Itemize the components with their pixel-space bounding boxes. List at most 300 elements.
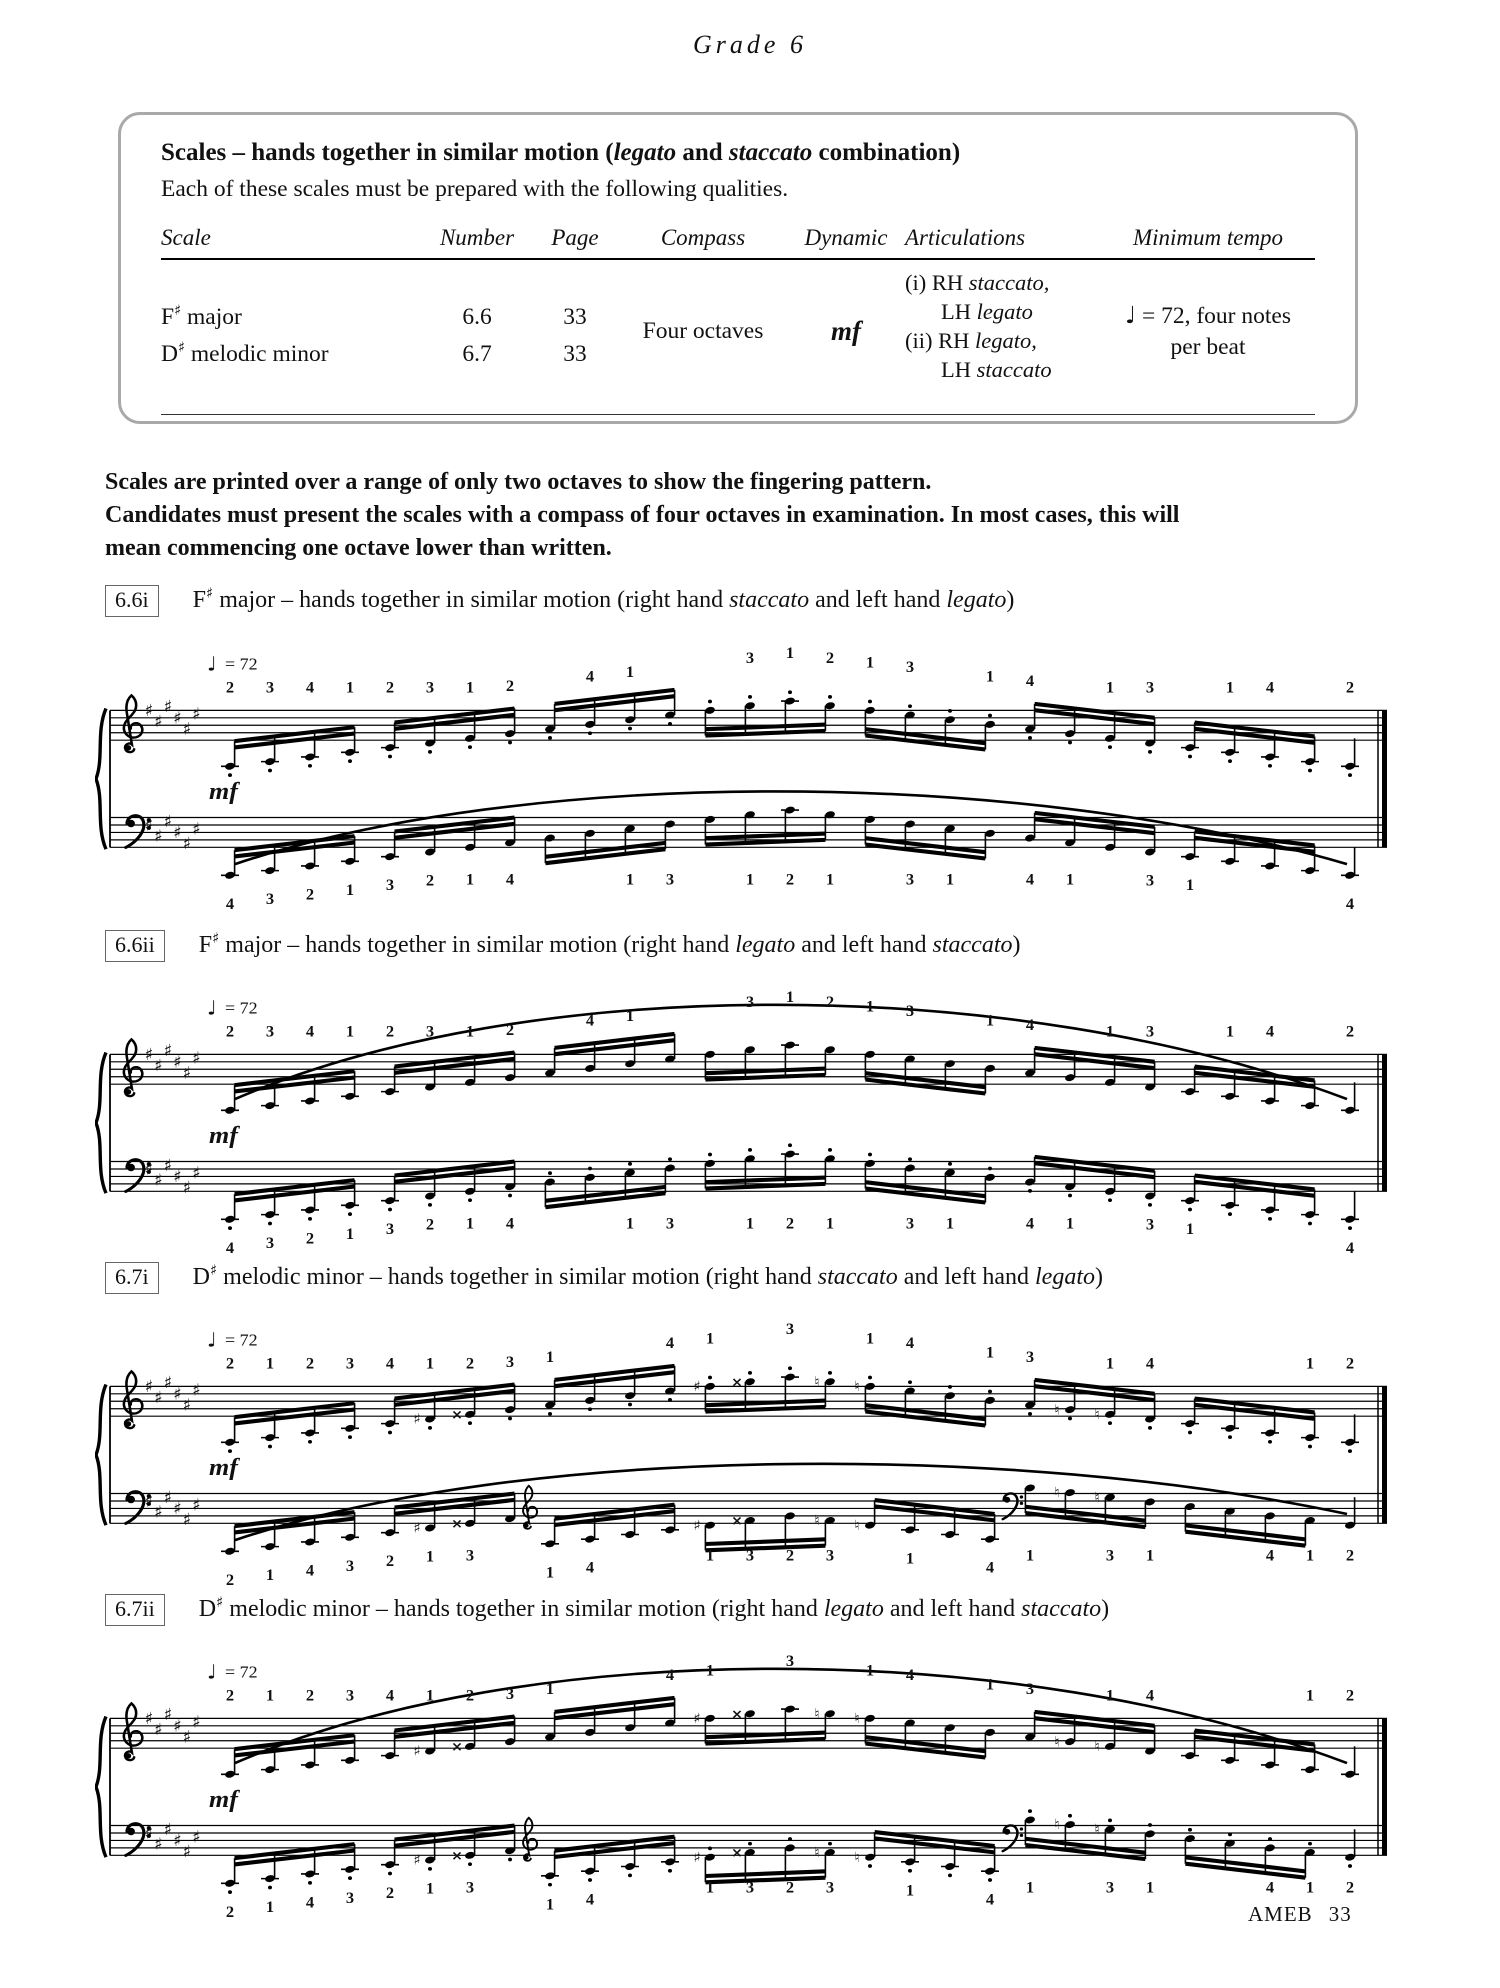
svg-text:3: 3 xyxy=(1145,872,1155,890)
svg-text:4: 4 xyxy=(665,1335,675,1353)
svg-text:1: 1 xyxy=(465,1024,475,1041)
svg-text:1: 1 xyxy=(825,872,835,889)
scale-name: D♯ melodic minor xyxy=(161,339,329,367)
svg-text:♯: ♯ xyxy=(144,1160,154,1180)
svg-text:2: 2 xyxy=(505,1022,515,1039)
svg-text:3: 3 xyxy=(1145,1024,1155,1041)
minimum-tempo-line2: per beat xyxy=(1170,334,1246,360)
svg-text:mf: mf xyxy=(209,1786,238,1813)
svg-text:3: 3 xyxy=(1025,1681,1035,1699)
svg-text:♮: ♮ xyxy=(854,1711,860,1727)
svg-text:♮: ♮ xyxy=(814,1374,820,1391)
svg-text:1: 1 xyxy=(1065,1216,1075,1233)
svg-text:4: 4 xyxy=(225,1240,235,1257)
svg-text:4: 4 xyxy=(385,1688,395,1705)
svg-text:1: 1 xyxy=(745,1216,755,1233)
svg-text:♯: ♯ xyxy=(163,1373,173,1394)
svg-text:1: 1 xyxy=(545,1564,555,1582)
svg-text:1: 1 xyxy=(905,1882,915,1900)
svg-text:♯: ♯ xyxy=(154,712,163,732)
publisher: AMEB xyxy=(1248,1902,1313,1926)
svg-text:♮: ♮ xyxy=(854,1379,860,1395)
svg-text:3: 3 xyxy=(905,1216,915,1233)
svg-text:2: 2 xyxy=(385,1024,395,1041)
svg-text:♯: ♯ xyxy=(192,1049,201,1069)
section-header-6.7ii xyxy=(105,1594,1109,1626)
col-header-number: Number xyxy=(439,225,515,250)
svg-text:♯: ♯ xyxy=(173,1499,182,1519)
svg-text:3: 3 xyxy=(1145,680,1155,697)
svg-text:2: 2 xyxy=(385,1553,395,1571)
svg-text:4: 4 xyxy=(985,1560,995,1577)
svg-text:3: 3 xyxy=(665,872,675,889)
svg-text:1: 1 xyxy=(1225,1024,1235,1041)
scale-names xyxy=(161,266,423,396)
svg-text:4: 4 xyxy=(585,1892,595,1909)
svg-text:2: 2 xyxy=(1345,1024,1355,1041)
svg-text:1: 1 xyxy=(1305,1356,1315,1373)
svg-text:4: 4 xyxy=(225,896,235,913)
svg-text:2: 2 xyxy=(425,1216,435,1234)
svg-text:3: 3 xyxy=(385,877,395,895)
svg-text:♯: ♯ xyxy=(182,1178,192,1199)
svg-text:2: 2 xyxy=(225,680,235,697)
svg-text:♯: ♯ xyxy=(163,1705,173,1726)
requirements-box xyxy=(118,112,1358,424)
section-header-6.6i xyxy=(105,585,1014,617)
svg-text:1: 1 xyxy=(865,1662,875,1680)
notice-text xyxy=(105,466,1405,565)
svg-text:♯: ♯ xyxy=(144,1824,154,1844)
svg-text:♯: ♯ xyxy=(182,1064,192,1084)
svg-text:3: 3 xyxy=(265,1024,275,1041)
table-body xyxy=(161,260,1315,414)
svg-text:3: 3 xyxy=(1105,1880,1115,1897)
svg-text:♯: ♯ xyxy=(144,1709,154,1729)
svg-text:3: 3 xyxy=(385,1221,395,1239)
svg-text:= 72: = 72 xyxy=(224,654,258,674)
svg-text:♮: ♮ xyxy=(1094,1739,1100,1755)
col-header-page: Page xyxy=(551,225,599,250)
svg-text:4: 4 xyxy=(1265,1548,1275,1565)
svg-text:3: 3 xyxy=(345,1688,355,1705)
svg-text:1: 1 xyxy=(545,1681,555,1699)
svg-text:1: 1 xyxy=(905,1550,915,1568)
svg-text:3: 3 xyxy=(505,1354,515,1371)
svg-text:1: 1 xyxy=(1105,680,1115,697)
svg-text:♯: ♯ xyxy=(144,816,154,836)
svg-text:♮: ♮ xyxy=(854,1850,860,1866)
svg-text:1: 1 xyxy=(785,989,795,1007)
svg-text:♯: ♯ xyxy=(144,1492,154,1512)
svg-text:1: 1 xyxy=(985,1344,995,1362)
svg-text:3: 3 xyxy=(745,994,755,1011)
articulations-cell: (i) RH staccato, LH legato (ii) RH legato, LH staccato xyxy=(905,270,1052,382)
svg-text:1: 1 xyxy=(345,882,355,899)
svg-text:2: 2 xyxy=(1345,1688,1355,1705)
svg-text:♯: ♯ xyxy=(192,1827,201,1848)
svg-text:1: 1 xyxy=(345,1024,355,1041)
svg-text:1: 1 xyxy=(265,1899,275,1917)
svg-text:1: 1 xyxy=(1305,1880,1315,1897)
svg-text:♯: ♯ xyxy=(182,834,192,855)
svg-text:♯: ♯ xyxy=(154,1388,163,1408)
svg-text:3: 3 xyxy=(905,659,915,677)
svg-text:♯: ♯ xyxy=(182,1728,192,1748)
scale-pages xyxy=(531,266,619,396)
svg-text:♯: ♯ xyxy=(173,823,182,843)
svg-text:1: 1 xyxy=(985,1676,995,1694)
svg-text:2: 2 xyxy=(785,1216,795,1233)
col-header-articulations: Articulations xyxy=(905,225,1026,250)
notice-line: Scales are printed over a range of only two octaves to show the fingering pattern. xyxy=(105,469,932,495)
svg-text:2: 2 xyxy=(465,1356,475,1373)
svg-text:♯: ♯ xyxy=(413,1744,421,1760)
svg-text:1: 1 xyxy=(465,680,475,697)
svg-text:3: 3 xyxy=(1145,1216,1155,1234)
svg-text:= 72: = 72 xyxy=(224,998,258,1018)
svg-text:1: 1 xyxy=(825,1216,835,1233)
svg-text:3: 3 xyxy=(265,1235,275,1253)
scale-number: 6.6 xyxy=(462,304,492,330)
svg-text:3: 3 xyxy=(425,1024,435,1041)
svg-text:4: 4 xyxy=(1145,1356,1155,1373)
svg-text:1: 1 xyxy=(705,1548,715,1565)
svg-text:3: 3 xyxy=(825,1880,835,1897)
svg-text:♩: ♩ xyxy=(207,1659,217,1684)
section-label: 6.7ii xyxy=(105,1594,165,1626)
svg-text:4: 4 xyxy=(905,1667,915,1685)
svg-text:2: 2 xyxy=(1345,1356,1355,1373)
svg-text:1: 1 xyxy=(1145,1880,1155,1897)
svg-text:♯: ♯ xyxy=(154,1835,163,1855)
svg-text:1: 1 xyxy=(625,1008,635,1025)
section-header-6.7i xyxy=(105,1262,1103,1294)
svg-text:1: 1 xyxy=(865,654,875,672)
svg-text:2: 2 xyxy=(385,1885,395,1903)
svg-text:1: 1 xyxy=(865,998,875,1016)
svg-text:4: 4 xyxy=(1145,1688,1155,1705)
svg-text:♯: ♯ xyxy=(693,1711,701,1727)
svg-text:♯: ♯ xyxy=(173,1052,182,1073)
svg-text:♯: ♯ xyxy=(163,1488,173,1508)
svg-text:♯: ♯ xyxy=(173,1167,182,1187)
compass-cell: Four octaves xyxy=(642,317,764,344)
svg-text:♯: ♯ xyxy=(413,1521,421,1537)
svg-text:4: 4 xyxy=(905,1335,915,1353)
svg-text:4: 4 xyxy=(1025,673,1035,691)
svg-text:1: 1 xyxy=(1025,1880,1035,1897)
svg-text:♯: ♯ xyxy=(154,827,163,847)
svg-text:♯: ♯ xyxy=(173,1716,182,1737)
svg-text:3: 3 xyxy=(665,1216,675,1233)
svg-text:1: 1 xyxy=(265,1356,275,1373)
svg-text:1: 1 xyxy=(1025,1548,1035,1565)
svg-text:♯: ♯ xyxy=(144,701,154,721)
svg-text:×: × xyxy=(731,1706,743,1723)
svg-text:3: 3 xyxy=(1025,1349,1035,1367)
svg-text:♯: ♯ xyxy=(182,1396,192,1416)
svg-text:1: 1 xyxy=(465,1216,475,1233)
svg-text:4: 4 xyxy=(1025,1216,1035,1233)
svg-text:2: 2 xyxy=(505,678,515,695)
svg-text:1: 1 xyxy=(1185,1221,1195,1239)
svg-text:3: 3 xyxy=(905,1003,915,1021)
svg-text:1: 1 xyxy=(425,1688,435,1705)
svg-text:1: 1 xyxy=(1105,1356,1115,1373)
svg-text:mf: mf xyxy=(209,1122,238,1149)
section-label: 6.6i xyxy=(105,585,159,617)
score-system-6.7ii xyxy=(95,1628,1405,1928)
svg-text:♯: ♯ xyxy=(182,720,192,740)
svg-text:♮: ♮ xyxy=(1054,1734,1060,1751)
svg-text:4: 4 xyxy=(985,1892,995,1909)
svg-text:×: × xyxy=(451,1739,463,1755)
scale-name: F♯ major xyxy=(161,302,242,330)
section-label: 6.7i xyxy=(105,1262,159,1294)
svg-text:♮: ♮ xyxy=(854,1518,860,1534)
svg-text:2: 2 xyxy=(825,994,835,1011)
svg-text:1: 1 xyxy=(1305,1548,1315,1565)
svg-text:1: 1 xyxy=(865,1330,875,1348)
svg-text:4: 4 xyxy=(585,668,595,686)
svg-text:1: 1 xyxy=(625,664,635,681)
svg-text:2: 2 xyxy=(1345,680,1355,697)
section-title: D♯ melodic minor – hands together in similar motion (right hand legato and left hand staccato) xyxy=(198,1593,1110,1622)
svg-text:2: 2 xyxy=(305,886,315,904)
svg-text:♯: ♯ xyxy=(192,1713,201,1733)
svg-text:1: 1 xyxy=(705,1662,715,1680)
col-header-scale: Scale xyxy=(161,225,211,250)
svg-text:♯: ♯ xyxy=(192,705,201,725)
section-title: D♯ melodic minor – hands together in similar motion (right hand staccato and left hand legato) xyxy=(192,1261,1104,1290)
svg-text:1: 1 xyxy=(625,1216,635,1233)
requirements-table xyxy=(161,225,1315,415)
minimum-tempo-line1: ♩ = 72, four notes xyxy=(1125,301,1291,329)
svg-text:1: 1 xyxy=(265,1688,275,1705)
svg-text:3: 3 xyxy=(345,1356,355,1373)
table-header-row xyxy=(161,225,1315,260)
svg-text:2: 2 xyxy=(425,872,435,890)
svg-text:1: 1 xyxy=(1105,1688,1115,1705)
quarter-note-icon: ♩ xyxy=(1125,301,1137,329)
svg-text:4: 4 xyxy=(1345,896,1355,913)
svg-text:4: 4 xyxy=(1265,1880,1275,1897)
svg-text:1: 1 xyxy=(345,1226,355,1243)
svg-text:♯: ♯ xyxy=(163,1820,173,1840)
svg-text:♯: ♯ xyxy=(154,1720,163,1740)
svg-text:2: 2 xyxy=(385,680,395,697)
svg-text:3: 3 xyxy=(745,1880,755,1897)
svg-text:♮: ♮ xyxy=(1054,1817,1060,1834)
scale-page: 33 xyxy=(563,304,587,330)
svg-text:2: 2 xyxy=(225,1904,235,1921)
svg-text:♮: ♮ xyxy=(1094,1490,1100,1506)
svg-text:♮: ♮ xyxy=(814,1706,820,1723)
svg-text:×: × xyxy=(451,1848,463,1864)
svg-text:♯: ♯ xyxy=(192,1381,201,1401)
svg-text:3: 3 xyxy=(425,680,435,697)
score-system-6.7i xyxy=(95,1296,1405,1596)
svg-text:♮: ♮ xyxy=(1054,1402,1060,1419)
notice-line: Candidates must present the scales with a compass of four octaves in examination. In most cases, this will xyxy=(105,502,1180,528)
svg-text:3: 3 xyxy=(345,1558,355,1575)
svg-text:♮: ♮ xyxy=(814,1845,820,1862)
svg-text:3: 3 xyxy=(905,872,915,889)
svg-text:♯: ♯ xyxy=(163,1041,173,1062)
svg-text:2: 2 xyxy=(785,1548,795,1565)
svg-text:♯: ♯ xyxy=(413,1853,421,1869)
svg-text:4: 4 xyxy=(505,872,515,889)
svg-text:2: 2 xyxy=(225,1572,235,1589)
box-subtitle: Each of these scales must be prepared with the following qualities. xyxy=(161,176,789,202)
svg-text:1: 1 xyxy=(945,872,955,889)
svg-text:1: 1 xyxy=(545,1349,555,1367)
svg-text:1: 1 xyxy=(625,872,635,889)
svg-text:♯: ♯ xyxy=(693,1518,701,1534)
svg-text:4: 4 xyxy=(1345,1240,1355,1257)
svg-text:♮: ♮ xyxy=(1094,1822,1100,1838)
svg-text:4: 4 xyxy=(305,1024,315,1041)
svg-text:1: 1 xyxy=(785,645,795,663)
svg-text:2: 2 xyxy=(305,1356,315,1373)
svg-text:4: 4 xyxy=(585,1560,595,1577)
svg-text:4: 4 xyxy=(305,1894,315,1912)
svg-text:×: × xyxy=(731,1513,743,1530)
svg-text:= 72: = 72 xyxy=(224,1330,258,1350)
svg-text:1: 1 xyxy=(745,872,755,889)
page-title: Grade 6 xyxy=(693,30,807,59)
svg-text:♮: ♮ xyxy=(814,1513,820,1530)
svg-text:3: 3 xyxy=(1105,1548,1115,1565)
svg-text:3: 3 xyxy=(785,1321,795,1339)
svg-text:1: 1 xyxy=(425,1880,435,1898)
svg-text:1: 1 xyxy=(945,1216,955,1233)
svg-text:1: 1 xyxy=(1225,680,1235,697)
svg-text:♯: ♯ xyxy=(693,1379,701,1395)
svg-text:3: 3 xyxy=(825,1548,835,1565)
svg-text:1: 1 xyxy=(425,1356,435,1373)
svg-text:×: × xyxy=(731,1374,743,1391)
minimum-tempo-cell xyxy=(1101,266,1315,396)
svg-text:3: 3 xyxy=(465,1880,475,1897)
svg-text:♯: ♯ xyxy=(182,1510,192,1531)
svg-text:3: 3 xyxy=(265,680,275,697)
svg-text:♯: ♯ xyxy=(154,1171,163,1191)
svg-text:×: × xyxy=(731,1845,743,1862)
col-header-dynamic: Dynamic xyxy=(804,225,888,250)
col-header-minimum-tempo: Minimum tempo xyxy=(1132,225,1284,250)
svg-text:♮: ♮ xyxy=(1094,1407,1100,1423)
svg-text:1: 1 xyxy=(985,668,995,686)
svg-text:4: 4 xyxy=(385,1356,395,1373)
svg-text:4: 4 xyxy=(585,1012,595,1030)
svg-text:♮: ♮ xyxy=(1054,1485,1060,1502)
section-header-6.6ii xyxy=(105,930,1020,962)
box-title: Scales – hands together in similar motion (legato and staccato combination) xyxy=(161,139,961,166)
svg-text:×: × xyxy=(451,1516,463,1532)
section-label: 6.6ii xyxy=(105,930,165,962)
svg-text:♩: ♩ xyxy=(207,995,217,1020)
svg-text:1: 1 xyxy=(1105,1024,1115,1041)
scale-numbers xyxy=(423,266,531,396)
svg-text:♯: ♯ xyxy=(192,1163,201,1184)
svg-text:mf: mf xyxy=(209,778,238,805)
dynamic-cell: mf xyxy=(831,315,861,346)
svg-text:2: 2 xyxy=(785,1880,795,1897)
svg-text:♯: ♯ xyxy=(693,1850,701,1866)
notice-line: mean commencing one octave lower than written. xyxy=(105,535,612,561)
svg-text:3: 3 xyxy=(745,650,755,667)
svg-text:♯: ♯ xyxy=(163,812,173,832)
svg-text:4: 4 xyxy=(1025,1017,1035,1035)
svg-text:1: 1 xyxy=(345,680,355,697)
svg-text:1: 1 xyxy=(1065,872,1075,889)
svg-text:1: 1 xyxy=(1145,1548,1155,1565)
svg-text:2: 2 xyxy=(825,650,835,667)
svg-text:4: 4 xyxy=(665,1667,675,1685)
svg-text:♯: ♯ xyxy=(173,1831,182,1851)
scale-page: 33 xyxy=(563,341,587,367)
svg-text:2: 2 xyxy=(305,1230,315,1248)
svg-text:1: 1 xyxy=(985,1012,995,1030)
svg-text:1: 1 xyxy=(425,1548,435,1566)
page-number: 33 xyxy=(1328,1902,1352,1926)
col-header-compass: Compass xyxy=(660,225,746,250)
svg-text:1: 1 xyxy=(705,1330,715,1348)
svg-text:2: 2 xyxy=(1345,1880,1355,1897)
svg-text:♯: ♯ xyxy=(192,1495,201,1516)
svg-text:2: 2 xyxy=(785,872,795,889)
svg-text:3: 3 xyxy=(745,1548,755,1565)
svg-text:4: 4 xyxy=(1265,680,1275,697)
svg-text:2: 2 xyxy=(305,1688,315,1705)
svg-text:♯: ♯ xyxy=(163,697,173,718)
svg-text:♯: ♯ xyxy=(173,1384,182,1405)
svg-text:♯: ♯ xyxy=(154,1056,163,1076)
svg-text:3: 3 xyxy=(505,1686,515,1703)
page-footer xyxy=(1248,1902,1368,1927)
svg-text:1: 1 xyxy=(465,872,475,889)
svg-text:1: 1 xyxy=(1305,1688,1315,1705)
svg-text:3: 3 xyxy=(465,1548,475,1565)
score-system-6.6ii xyxy=(95,964,1405,1264)
svg-text:♩: ♩ xyxy=(207,651,217,676)
svg-text:mf: mf xyxy=(209,1454,238,1481)
svg-text:♩: ♩ xyxy=(207,1327,217,1352)
svg-text:3: 3 xyxy=(265,891,275,909)
svg-text:4: 4 xyxy=(305,680,315,697)
section-title: F♯ major – hands together in similar motion (right hand legato and left hand staccato) xyxy=(198,929,1021,958)
svg-text:1: 1 xyxy=(705,1880,715,1897)
svg-text:♯: ♯ xyxy=(144,1045,154,1065)
score-system-6.6i xyxy=(95,620,1405,920)
svg-text:2: 2 xyxy=(225,1688,235,1705)
svg-text:1: 1 xyxy=(1185,877,1195,895)
svg-text:♯: ♯ xyxy=(182,1842,192,1863)
svg-text:1: 1 xyxy=(265,1567,275,1585)
svg-text:4: 4 xyxy=(305,1562,315,1580)
svg-text:2: 2 xyxy=(225,1356,235,1373)
svg-text:♯: ♯ xyxy=(173,708,182,729)
svg-text:= 72: = 72 xyxy=(224,1662,258,1682)
svg-text:4: 4 xyxy=(1265,1024,1275,1041)
svg-text:2: 2 xyxy=(465,1688,475,1705)
svg-text:♯: ♯ xyxy=(413,1412,421,1428)
svg-text:4: 4 xyxy=(1025,872,1035,889)
svg-text:×: × xyxy=(451,1407,463,1423)
svg-text:♯: ♯ xyxy=(154,1503,163,1523)
